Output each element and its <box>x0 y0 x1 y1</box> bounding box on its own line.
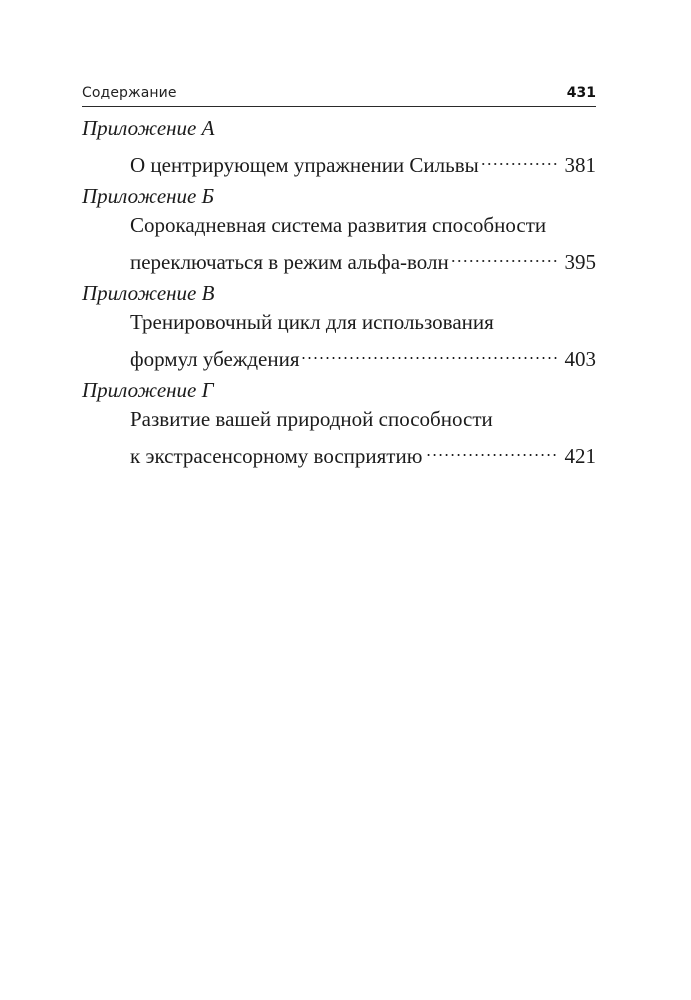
toc-entry-title: переключаться в режим альфа-волн <box>130 250 449 274</box>
toc-entry[interactable] <box>82 211 596 274</box>
toc-entry-last-line <box>130 434 596 468</box>
appendix-label: Приложение В <box>82 281 215 305</box>
running-head-section: Содержание <box>82 85 177 101</box>
running-head <box>82 84 596 107</box>
appendix-label: Приложение Г <box>82 378 214 402</box>
appendix-label: Приложение Б <box>82 184 215 208</box>
page-number: 431 <box>566 85 596 101</box>
toc-appendix-a <box>82 114 596 177</box>
toc-page-number: 421 <box>564 444 596 468</box>
toc-appendix-b <box>82 182 596 274</box>
toc-entry[interactable] <box>82 143 596 177</box>
toc-entry-title: О центрирующем упражнении Сильвы <box>130 153 479 177</box>
appendix-label: Приложение А <box>82 116 215 140</box>
toc-entry-title-line: Тренировочный цикл для использования <box>130 310 494 334</box>
toc-entry[interactable] <box>82 405 596 468</box>
toc-entry-title: формул убеждения <box>130 347 300 371</box>
toc-entry-last-line <box>130 337 596 371</box>
toc-entry[interactable] <box>82 308 596 371</box>
dot-leader <box>424 434 558 463</box>
dot-leader <box>451 240 558 269</box>
toc-entry-title-line: Развитие вашей природной способности <box>130 407 493 431</box>
table-of-contents <box>82 114 596 468</box>
toc-page-number: 381 <box>564 153 596 177</box>
dot-leader <box>481 143 558 172</box>
toc-entry-last-line <box>130 240 596 274</box>
toc-page-number: 403 <box>564 347 596 371</box>
toc-appendix-v <box>82 279 596 371</box>
toc-appendix-g <box>82 376 596 468</box>
toc-entry-title-line: Сорокадневная система развития способности <box>130 213 547 237</box>
toc-entry-last-line <box>130 143 596 177</box>
toc-entry-title: к экстрасенсорному восприятию <box>130 444 423 468</box>
dot-leader <box>302 337 559 366</box>
toc-page-number: 395 <box>564 250 596 274</box>
